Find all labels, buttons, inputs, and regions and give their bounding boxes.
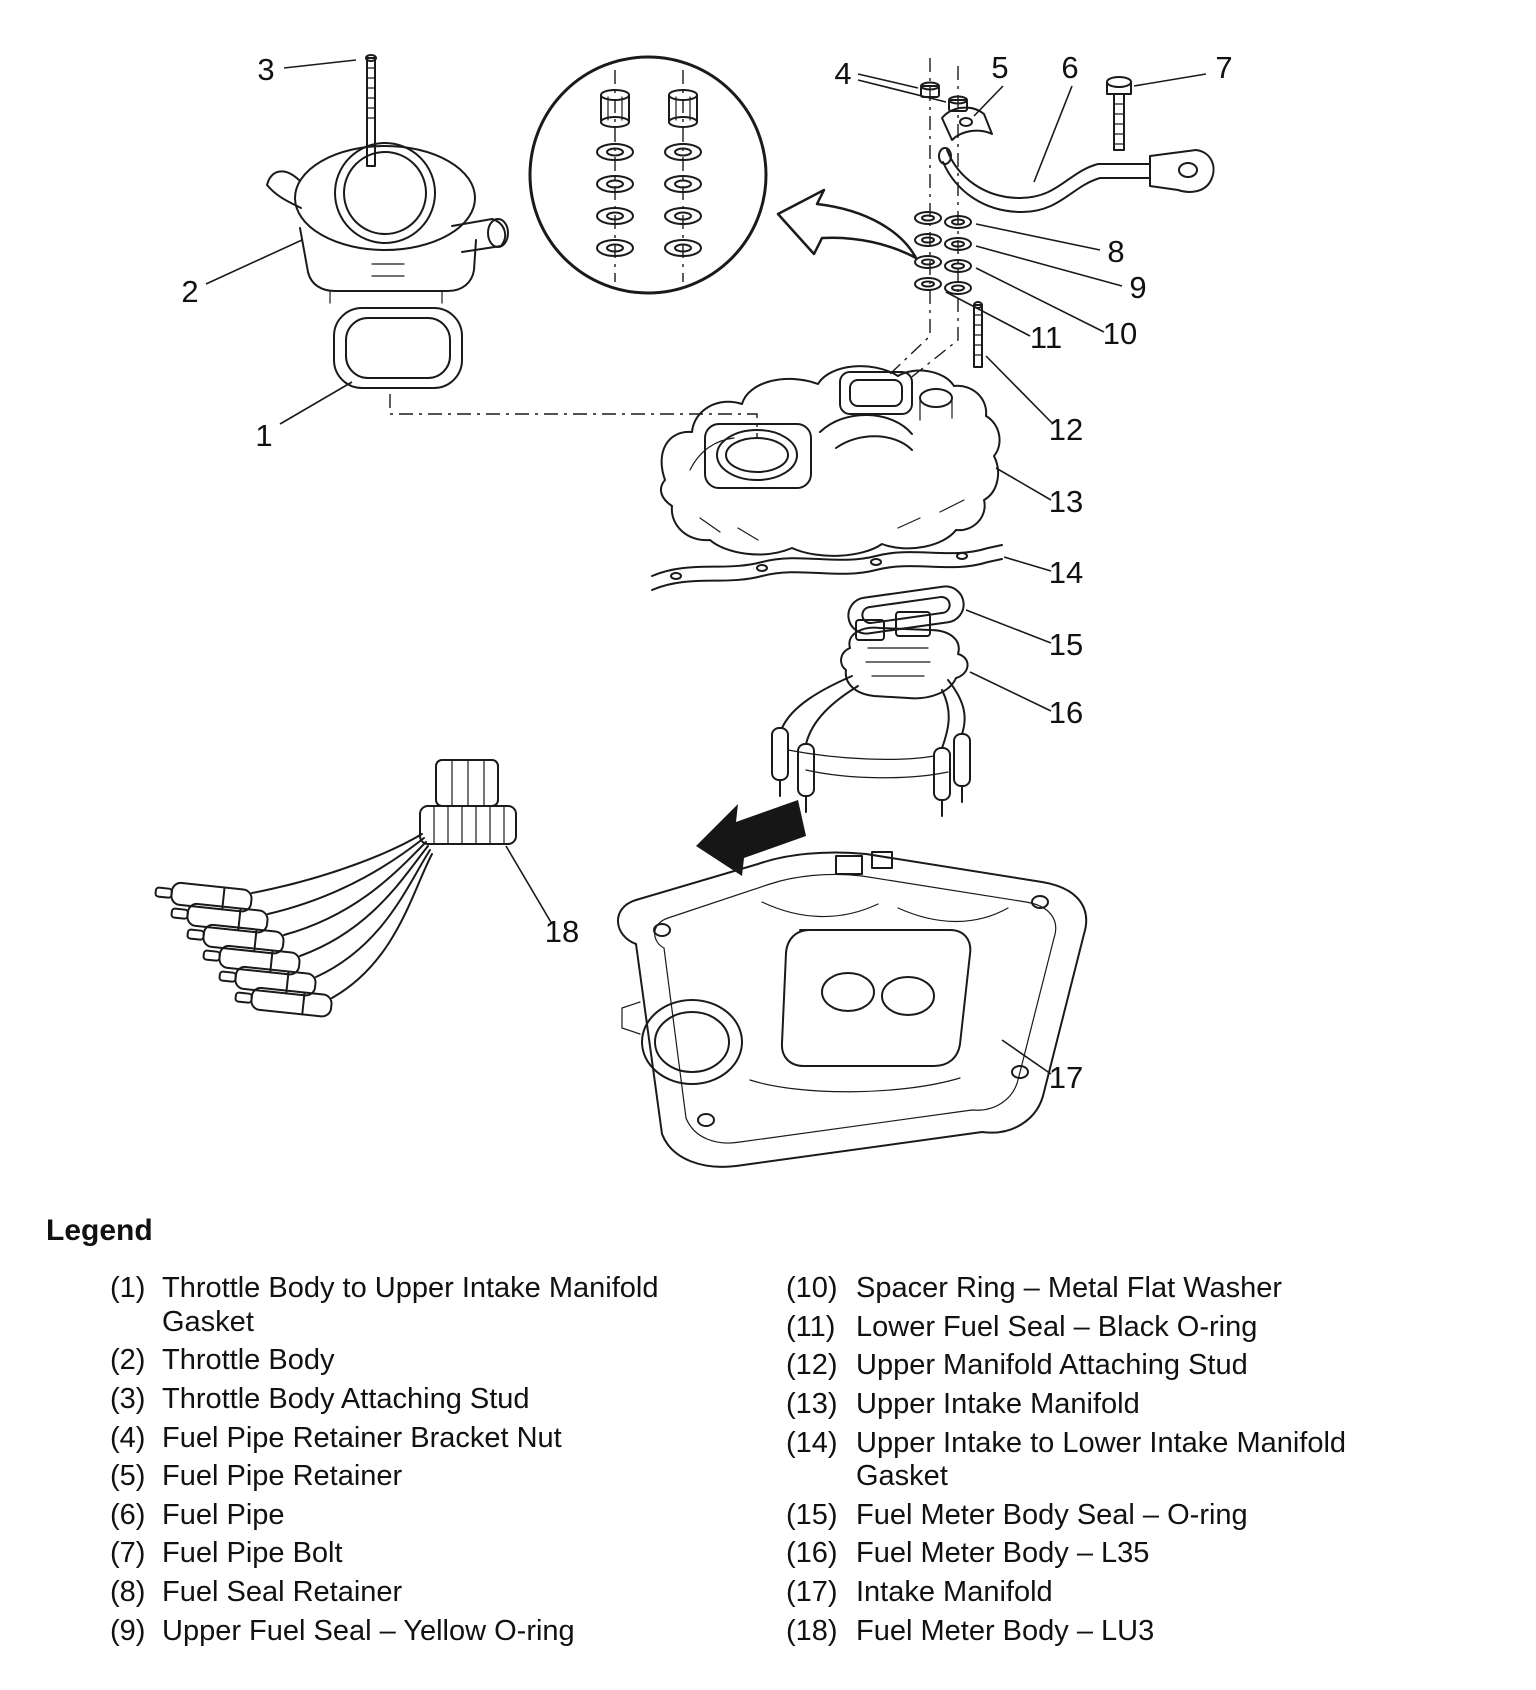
legend-item-number: (11) [786,1310,836,1343]
legend-item-number: (17) [786,1576,838,1608]
legend-item-number: (4) [110,1421,146,1454]
legend-item-label: Fuel Seal Retainer [162,1576,403,1608]
fuel-meter-body [772,612,970,816]
legend-item [110,1537,722,1571]
callout-13: 13 [1048,484,1084,519]
legend-item-label: Throttle Body to Upper Intake Manifold Gasket [162,1272,659,1338]
throttle-body-stud [366,55,376,166]
legend-item [110,1272,722,1339]
assembly-arrow-icon [696,800,806,876]
legend-item [110,1344,722,1378]
callout-4: 4 [834,56,852,91]
legend-item [110,1576,722,1610]
legend-item-number: (1) [110,1272,146,1304]
legend-item-number: (12) [786,1349,838,1382]
legend-item-number: (2) [110,1344,146,1377]
legend-item [110,1460,722,1494]
legend-item-label: Spacer Ring – Metal Flat Washer [856,1272,1283,1304]
callout-14: 14 [1048,555,1084,590]
legend-item [786,1311,1402,1345]
callout-5: 5 [991,50,1009,85]
legend-item [110,1383,722,1417]
legend-item-number: (5) [110,1460,146,1493]
legend-title: Legend [46,1214,153,1247]
legend-item-label: Upper Intake Manifold [856,1387,1140,1420]
callout-17: 17 [1048,1060,1084,1095]
callout-10: 10 [1102,316,1138,351]
legend-item [786,1388,1402,1422]
legend-item [786,1615,1402,1649]
legend-item-number: (3) [110,1382,146,1415]
legend-item-number: (15) [786,1498,838,1531]
callout-12: 12 [1048,412,1084,447]
legend-item-label: Intake Manifold [856,1576,1053,1608]
callout-7: 7 [1215,50,1233,85]
legend-item-number: (8) [110,1576,146,1608]
legend-item [110,1422,722,1456]
callout-2: 2 [181,274,199,309]
legend-item [110,1615,722,1649]
upper-manifold-stud [974,302,982,367]
legend-item-label: Upper Manifold Attaching Stud [856,1349,1248,1382]
upper-intake-manifold [661,366,1000,556]
legend-item-number: (14) [786,1426,838,1459]
callout-18: 18 [544,914,580,949]
fuel-pipe-retainer [942,108,992,140]
legend-item [786,1349,1402,1383]
legend-item-label: Fuel Meter Body – L35 [856,1537,1150,1570]
legend-item [786,1537,1402,1571]
legend-item-label: Fuel Pipe Retainer [162,1460,403,1493]
legend-item-label: Fuel Meter Body – LU3 [856,1614,1155,1647]
legend-item-label: Fuel Pipe Bolt [162,1537,343,1570]
callout-6: 6 [1061,50,1079,85]
callout-11: 11 [1029,320,1063,355]
legend-item [110,1499,722,1533]
detail-circle [530,57,766,293]
throttle-body [267,143,508,303]
callout-16: 16 [1048,695,1084,730]
lower-intake-manifold [618,852,1086,1167]
legend-item [786,1272,1402,1306]
fuel-pipe [939,148,1214,212]
legend-item-number: (18) [786,1614,838,1647]
fuel-injector-harness [155,760,516,1017]
callout-1: 1 [255,418,273,453]
legend-item-label: Upper Intake to Lower Intake Manifold Gasket [856,1426,1347,1493]
legend-column-left [46,1272,722,1653]
manifold-gasket [652,545,1002,590]
fuel-seal-stack [915,212,971,294]
legend-column-right [722,1272,1402,1653]
legend-item [786,1499,1402,1533]
callout-15: 15 [1048,627,1084,662]
detail-arrow-icon [778,190,916,258]
callout-8: 8 [1107,234,1125,269]
callout-9: 9 [1129,270,1147,305]
legend-item-number: (16) [786,1537,838,1570]
legend-item [786,1427,1402,1494]
legend [0,1208,1536,1653]
legend-item-label: Upper Fuel Seal – Yellow O-ring [162,1614,575,1647]
legend-item-label: Throttle Body Attaching Stud [162,1382,530,1415]
legend-item-label: Throttle Body [162,1344,335,1377]
legend-item-number: (10) [786,1272,838,1304]
legend-item [786,1576,1402,1610]
legend-item-number: (13) [786,1387,838,1420]
legend-item-number: (7) [110,1537,146,1570]
legend-item-number: (9) [110,1614,146,1647]
legend-item-label: Fuel Pipe [162,1498,285,1531]
fuel-pipe-bolt [1107,77,1131,150]
legend-item-label: Fuel Pipe Retainer Bracket Nut [162,1421,562,1454]
throttle-body-gasket [334,308,462,388]
callout-3: 3 [257,52,275,87]
legend-item-label: Fuel Meter Body Seal – O-ring [856,1498,1248,1531]
legend-item-label: Lower Fuel Seal – Black O-ring [856,1310,1258,1343]
legend-item-number: (6) [110,1498,146,1531]
